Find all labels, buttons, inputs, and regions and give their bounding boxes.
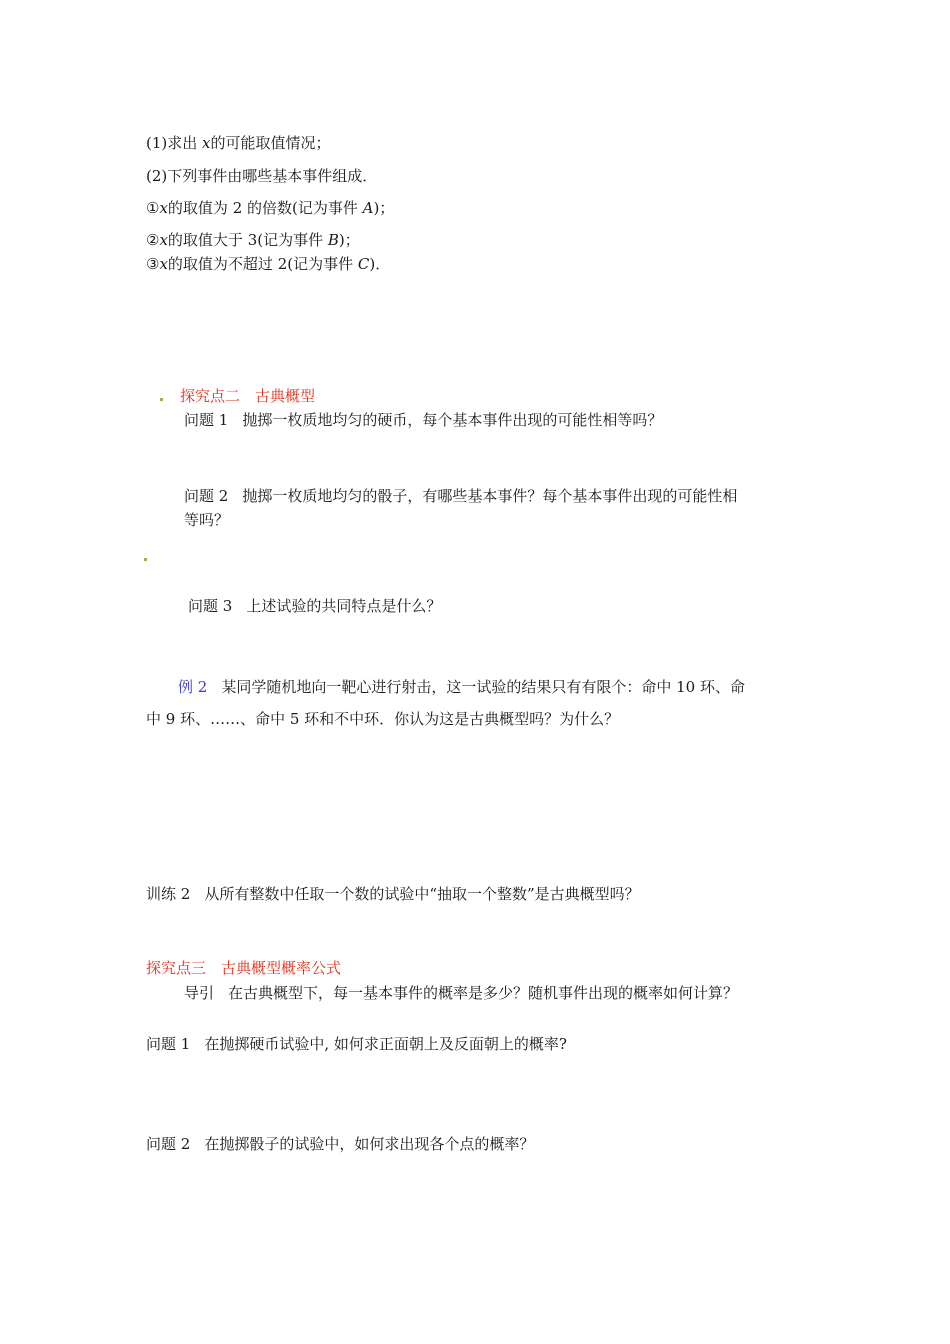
question-2: (2)下列事件由哪些基本事件组成． [146,167,378,185]
section-2-problem-2-cont: 等吗？ [184,511,230,529]
event-a-line: ①x的取值为 2 的倍数(记为事件 A)； [146,199,395,217]
section-3-problem-1: 问题 1 在抛掷硬币试验中, 如何求正面朝上及反面朝上的概率? [146,1035,567,1053]
event-b-line: ②x的取值大于 3(记为事件 B)； [146,231,360,249]
section-3-problem-2: 问题 2 在抛掷骰子的试验中，如何求出现各个点的概率？ [146,1135,535,1153]
section-2-problem-1: 问题 1 抛掷一枚质地均匀的硬币，每个基本事件出现的可能性相等吗？ [184,411,663,429]
section-3-heading: 探究点三 古典概型概率公式 [146,959,342,977]
bullet-dot [144,558,147,561]
section-2-heading: 探究点二 古典概型 [180,387,316,405]
bullet-dot [160,398,163,401]
event-c-line: ③x的取值为不超过 2(记为事件 C)． [146,255,391,273]
example-2: 例 2 某同学随机地向一靶心进行射击，这一试验的结果只有有限个：命中 10 环、命 [178,678,745,696]
section-2-problem-3: 问题 3 上述试验的共同特点是什么？ [188,597,442,615]
training-2: 训练 2 从所有整数中任取一个数的试验中“抽取一个整数”是古典概型吗？ [146,885,640,903]
section-2-problem-2: 问题 2 抛掷一枚质地均匀的骰子，有哪些基本事件？每个基本事件出现的可能性相 [184,487,738,505]
example-2-cont: 中 9 环、……、命中 5 环和不中环．你认为这是古典概型吗？为什么？ [146,710,620,728]
question-1: (1)求出 x的可能取值情况； [146,134,331,152]
section-3-guide: 导引 在古典概型下，每一基本事件的概率是多少？随机事件出现的概率如何计算？ [184,984,739,1002]
